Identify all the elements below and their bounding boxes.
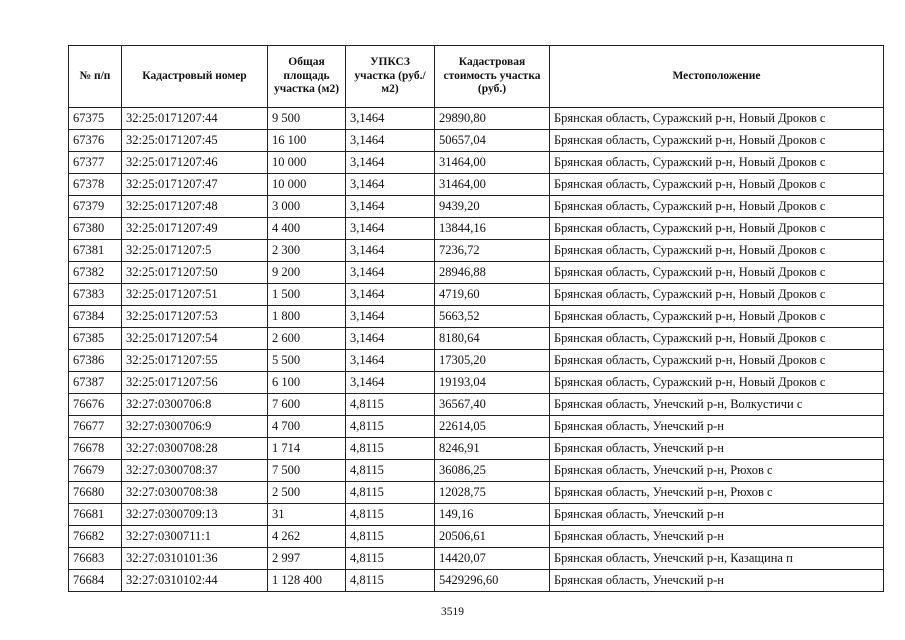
cell-row-number: 67380 <box>69 218 122 240</box>
cell-cadastral-number: 32:27:0300709:13 <box>122 504 268 526</box>
cell-cadastral-value: 22614,05 <box>435 416 550 438</box>
cell-upksz: 4,8115 <box>346 394 435 416</box>
table-row <box>69 526 884 548</box>
cell-cadastral-number: 32:27:0300706:8 <box>122 394 268 416</box>
cell-area: 1 800 <box>268 306 346 328</box>
table-row <box>69 372 884 394</box>
cell-upksz: 3,1464 <box>346 174 435 196</box>
header-location: Местоположение <box>550 46 884 108</box>
cell-location: Брянская область, Унечский р-н, Рюхов с <box>550 460 884 482</box>
table-row <box>69 306 884 328</box>
cell-row-number: 67383 <box>69 284 122 306</box>
cell-location: Брянская область, Суражский р-н, Новый Дроков с <box>550 240 884 262</box>
table-row <box>69 240 884 262</box>
cell-location: Брянская область, Унечский р-н <box>550 438 884 460</box>
header-upksz: УПКСЗ участка (руб./м2) <box>346 46 435 108</box>
cell-area: 1 714 <box>268 438 346 460</box>
cell-location: Брянская область, Суражский р-н, Новый Дроков с <box>550 152 884 174</box>
cell-upksz: 4,8115 <box>346 570 435 592</box>
cell-area: 7 500 <box>268 460 346 482</box>
table-row <box>69 218 884 240</box>
cell-row-number: 67375 <box>69 108 122 130</box>
table-row <box>69 416 884 438</box>
cell-location: Брянская область, Суражский р-н, Новый Дроков с <box>550 306 884 328</box>
cell-cadastral-number: 32:25:0171207:48 <box>122 196 268 218</box>
cell-location: Брянская область, Суражский р-н, Новый Дроков с <box>550 174 884 196</box>
cell-upksz: 4,8115 <box>346 416 435 438</box>
cell-location: Брянская область, Унечский р-н <box>550 416 884 438</box>
cell-area: 1 128 400 <box>268 570 346 592</box>
cell-row-number: 76678 <box>69 438 122 460</box>
cell-row-number: 76680 <box>69 482 122 504</box>
cell-cadastral-number: 32:25:0171207:50 <box>122 262 268 284</box>
header-row-number: № п/п <box>69 46 122 108</box>
cell-row-number: 67377 <box>69 152 122 174</box>
cell-upksz: 3,1464 <box>346 152 435 174</box>
cell-upksz: 3,1464 <box>346 240 435 262</box>
cell-upksz: 3,1464 <box>346 372 435 394</box>
cell-cadastral-value: 5663,52 <box>435 306 550 328</box>
cell-area: 9 200 <box>268 262 346 284</box>
cell-cadastral-value: 5429296,60 <box>435 570 550 592</box>
cell-location: Брянская область, Суражский р-н, Новый Дроков с <box>550 350 884 372</box>
table-row <box>69 548 884 570</box>
cell-cadastral-number: 32:27:0310102:44 <box>122 570 268 592</box>
cell-cadastral-value: 29890,80 <box>435 108 550 130</box>
cell-row-number: 76676 <box>69 394 122 416</box>
cell-cadastral-number: 32:27:0300711:1 <box>122 526 268 548</box>
cell-cadastral-value: 50657,04 <box>435 130 550 152</box>
cell-upksz: 3,1464 <box>346 262 435 284</box>
cell-cadastral-value: 14420,07 <box>435 548 550 570</box>
cell-cadastral-number: 32:25:0171207:53 <box>122 306 268 328</box>
cell-area: 10 000 <box>268 174 346 196</box>
cell-row-number: 76681 <box>69 504 122 526</box>
table-row <box>69 350 884 372</box>
cell-upksz: 3,1464 <box>346 130 435 152</box>
cell-cadastral-number: 32:25:0171207:56 <box>122 372 268 394</box>
cell-cadastral-value: 28946,88 <box>435 262 550 284</box>
cell-area: 3 000 <box>268 196 346 218</box>
cell-cadastral-number: 32:27:0300708:38 <box>122 482 268 504</box>
cell-area: 16 100 <box>268 130 346 152</box>
cell-cadastral-number: 32:27:0300708:28 <box>122 438 268 460</box>
cell-upksz: 3,1464 <box>346 218 435 240</box>
cell-row-number: 76683 <box>69 548 122 570</box>
cell-cadastral-number: 32:25:0171207:44 <box>122 108 268 130</box>
table-row <box>69 108 884 130</box>
cell-cadastral-number: 32:25:0171207:55 <box>122 350 268 372</box>
cell-location: Брянская область, Суражский р-н, Новый Дроков с <box>550 372 884 394</box>
table-row <box>69 174 884 196</box>
cell-cadastral-number: 32:27:0300708:37 <box>122 460 268 482</box>
cell-location: Брянская область, Унечский р-н, Рюхов с <box>550 482 884 504</box>
table-row <box>69 328 884 350</box>
cell-row-number: 76679 <box>69 460 122 482</box>
cell-cadastral-number: 32:25:0171207:47 <box>122 174 268 196</box>
cell-row-number: 76677 <box>69 416 122 438</box>
cell-location: Брянская область, Суражский р-н, Новый Дроков с <box>550 196 884 218</box>
cell-area: 2 997 <box>268 548 346 570</box>
table-row <box>69 130 884 152</box>
cell-location: Брянская область, Суражский р-н, Новый Дроков с <box>550 328 884 350</box>
cell-row-number: 67384 <box>69 306 122 328</box>
cell-upksz: 3,1464 <box>346 306 435 328</box>
cell-area: 7 600 <box>268 394 346 416</box>
cell-cadastral-value: 149,16 <box>435 504 550 526</box>
cell-row-number: 67381 <box>69 240 122 262</box>
cell-row-number: 76684 <box>69 570 122 592</box>
table-row <box>69 196 884 218</box>
cell-upksz: 4,8115 <box>346 526 435 548</box>
cell-upksz: 4,8115 <box>346 504 435 526</box>
cell-area: 5 500 <box>268 350 346 372</box>
cell-cadastral-number: 32:27:0300706:9 <box>122 416 268 438</box>
cell-cadastral-value: 36086,25 <box>435 460 550 482</box>
cell-location: Брянская область, Суражский р-н, Новый Дроков с <box>550 108 884 130</box>
table-row <box>69 482 884 504</box>
cell-area: 2 500 <box>268 482 346 504</box>
cell-area: 1 500 <box>268 284 346 306</box>
cell-cadastral-number: 32:25:0171207:45 <box>122 130 268 152</box>
cell-area: 4 700 <box>268 416 346 438</box>
cell-upksz: 3,1464 <box>346 108 435 130</box>
cell-cadastral-value: 4719,60 <box>435 284 550 306</box>
cell-area: 2 600 <box>268 328 346 350</box>
cell-location: Брянская область, Суражский р-н, Новый Дроков с <box>550 284 884 306</box>
cell-row-number: 67387 <box>69 372 122 394</box>
table-row <box>69 284 884 306</box>
table-row <box>69 570 884 592</box>
cell-area: 10 000 <box>268 152 346 174</box>
cell-row-number: 67379 <box>69 196 122 218</box>
cell-area: 9 500 <box>268 108 346 130</box>
cell-upksz: 4,8115 <box>346 482 435 504</box>
cell-cadastral-value: 8246,91 <box>435 438 550 460</box>
table-row <box>69 152 884 174</box>
cell-row-number: 76682 <box>69 526 122 548</box>
cell-cadastral-value: 13844,16 <box>435 218 550 240</box>
cell-area: 2 300 <box>268 240 346 262</box>
cell-cadastral-number: 32:25:0171207:54 <box>122 328 268 350</box>
cell-location: Брянская область, Суражский р-н, Новый Дроков с <box>550 130 884 152</box>
header-area: Общая площадь участка (м2) <box>268 46 346 108</box>
cell-location: Брянская область, Унечский р-н <box>550 570 884 592</box>
cell-cadastral-value: 20506,61 <box>435 526 550 548</box>
cell-row-number: 67378 <box>69 174 122 196</box>
cell-cadastral-value: 17305,20 <box>435 350 550 372</box>
cell-cadastral-value: 8180,64 <box>435 328 550 350</box>
cell-location: Брянская область, Унечский р-н, Волкустичи с <box>550 394 884 416</box>
cell-upksz: 3,1464 <box>346 328 435 350</box>
cell-cadastral-value: 36567,40 <box>435 394 550 416</box>
cell-cadastral-value: 7236,72 <box>435 240 550 262</box>
cell-upksz: 3,1464 <box>346 196 435 218</box>
table-row <box>69 262 884 284</box>
cell-upksz: 4,8115 <box>346 438 435 460</box>
table-row <box>69 460 884 482</box>
cell-upksz: 3,1464 <box>346 284 435 306</box>
header-cadastral-value: Кадастровая стоимость участка (руб.) <box>435 46 550 108</box>
cell-upksz: 4,8115 <box>346 460 435 482</box>
table-header-row <box>69 46 884 108</box>
cell-cadastral-number: 32:27:0310101:36 <box>122 548 268 570</box>
cadastral-table <box>68 45 884 592</box>
cell-cadastral-number: 32:25:0171207:46 <box>122 152 268 174</box>
cell-row-number: 67382 <box>69 262 122 284</box>
table-row <box>69 394 884 416</box>
cell-area: 4 400 <box>268 218 346 240</box>
table-body <box>69 108 884 592</box>
cell-location: Брянская область, Унечский р-н <box>550 504 884 526</box>
header-cadastral-number: Кадастровый номер <box>122 46 268 108</box>
cell-upksz: 4,8115 <box>346 548 435 570</box>
cell-location: Брянская область, Суражский р-н, Новый Дроков с <box>550 218 884 240</box>
cell-area: 31 <box>268 504 346 526</box>
cell-cadastral-value: 19193,04 <box>435 372 550 394</box>
cell-cadastral-number: 32:25:0171207:51 <box>122 284 268 306</box>
cell-row-number: 67376 <box>69 130 122 152</box>
table-row <box>69 438 884 460</box>
cell-location: Брянская область, Унечский р-н <box>550 526 884 548</box>
cell-cadastral-value: 12028,75 <box>435 482 550 504</box>
cell-upksz: 3,1464 <box>346 350 435 372</box>
cell-cadastral-number: 32:25:0171207:5 <box>122 240 268 262</box>
table-row <box>69 504 884 526</box>
cell-location: Брянская область, Унечский р-н, Казащина п <box>550 548 884 570</box>
cell-row-number: 67385 <box>69 328 122 350</box>
cell-cadastral-value: 9439,20 <box>435 196 550 218</box>
cell-location: Брянская область, Суражский р-н, Новый Дроков с <box>550 262 884 284</box>
page-number: 3519 <box>441 606 464 618</box>
cell-area: 6 100 <box>268 372 346 394</box>
cell-area: 4 262 <box>268 526 346 548</box>
cell-cadastral-value: 31464,00 <box>435 174 550 196</box>
cell-cadastral-value: 31464,00 <box>435 152 550 174</box>
cell-row-number: 67386 <box>69 350 122 372</box>
cell-cadastral-number: 32:25:0171207:49 <box>122 218 268 240</box>
